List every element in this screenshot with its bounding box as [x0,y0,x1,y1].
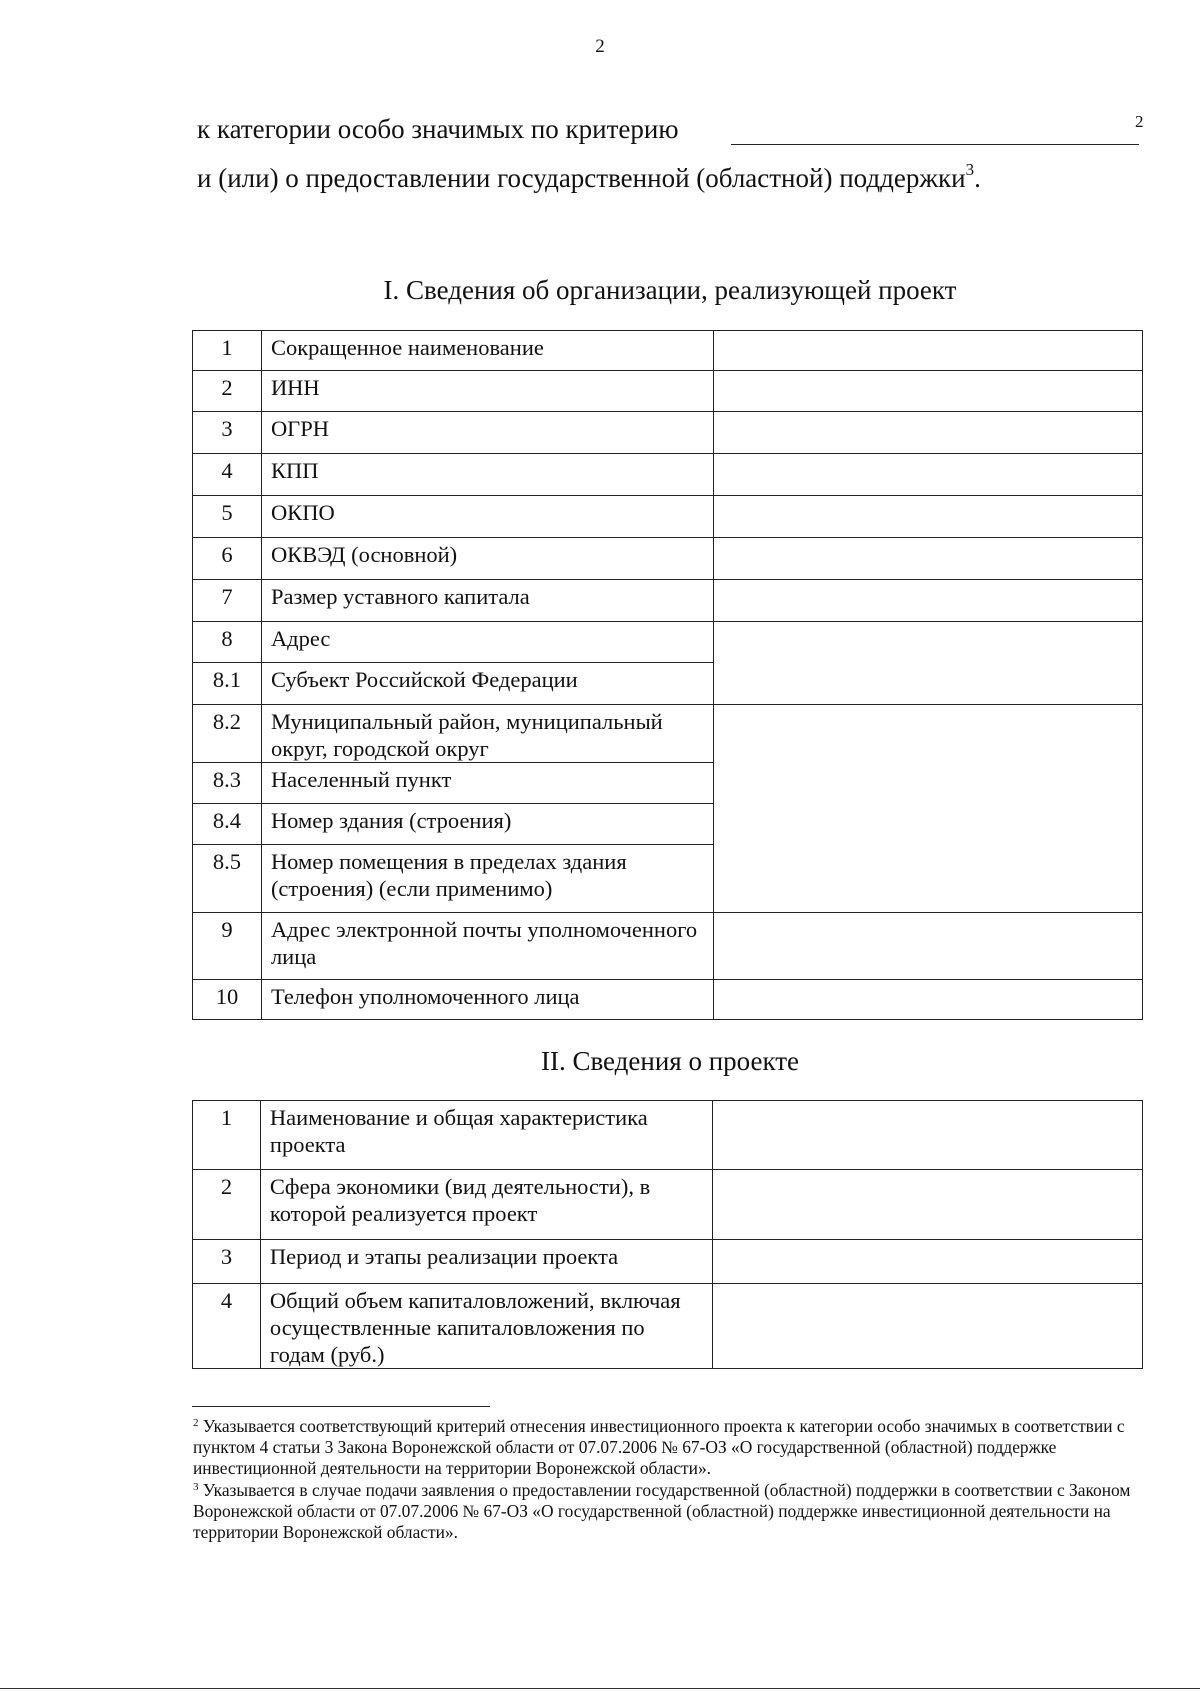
footnote-2-marker: 2 [193,1417,199,1429]
row-number: 8.4 [193,804,262,845]
intro-line-2 [197,160,981,194]
row-label: Сфера экономики (вид деятельности), в которой реализуется проект [260,1170,712,1240]
row-number: 5 [193,496,262,538]
footnote-3-marker: 3 [193,1480,199,1493]
row-label: Размер уставного капитала [261,580,713,622]
address-details-value-cell [713,705,1142,913]
intro-line-2-end: . [974,163,981,193]
table-row [193,580,1143,622]
page-number: 2 [595,36,605,57]
table-row [193,980,1143,1020]
table-row [193,1240,1143,1284]
table-row [193,913,1143,980]
row-label: ОКПО [261,496,713,538]
value-cell [712,1284,1142,1369]
row-number: 4 [193,1284,261,1369]
footnotes [193,1416,1143,1543]
intro-line-2-text: и (или) о предоставлении государственной (областной) поддержки [197,163,966,193]
footnote-3-text: Указывается в случае подачи заявления о предоставлении государственной (областной) поддержки в соответствии с Законом Воронежской области от 07.07.2006 № 67-ОЗ «О государственной (областной) поддержке инвестиционной деятельности на территории Воронежской области». [193,1479,1131,1543]
footnote-3 [193,1480,1143,1544]
value-cell [713,412,1142,454]
row-label: Период и этапы реализации проекта [260,1240,712,1284]
row-label: Наименование и общая характеристика проекта [260,1101,712,1170]
table-row [193,454,1143,496]
criterion-blank-field [731,144,1139,145]
value-cell [713,538,1142,580]
row-number: 4 [193,454,262,496]
page-bottom-edge [0,1688,1200,1689]
section-2-title: II. Сведения о проекте [540,1046,800,1076]
value-cell [712,1170,1142,1240]
row-label: Адрес [261,622,713,663]
row-label: Номер помещения в пределах здания (строения) (если применимо) [261,845,713,913]
row-number: 6 [193,538,262,580]
footnote-2 [193,1416,1143,1480]
value-cell [712,1101,1142,1170]
table-row [193,496,1143,538]
table-row [193,412,1143,454]
footnote-2-text: Указывается соответствующий критерий отнесения инвестиционного проекта к категории особо значимых в соответствии с пунктом 4 статьи 3 Закона Воронежской области от 07.07.2006 № 67-ОЗ «О государственной (областной) поддержке инвестиционной деятельности на территории Воронежской области». [193,1416,1125,1479]
row-label: Номер здания (строения) [261,804,713,845]
footnote-ref-2: 2 [1135,112,1144,131]
row-number: 2 [193,371,262,412]
organization-info-table [192,330,1143,1020]
row-number: 8.3 [193,763,262,804]
row-label: ОГРН [261,412,713,454]
table-row [193,371,1143,412]
value-cell [713,331,1142,371]
row-number: 9 [193,913,262,980]
value-cell [713,980,1142,1020]
row-number: 8.5 [193,845,262,913]
row-label: Телефон уполномоченного лица [261,980,713,1020]
value-cell [713,371,1142,412]
row-label: Населенный пункт [261,763,713,804]
row-number: 1 [193,331,262,371]
row-label: КПП [261,454,713,496]
row-number: 2 [193,1170,261,1240]
row-number: 7 [193,580,262,622]
row-number: 1 [193,1101,261,1170]
row-number: 8 [193,622,262,663]
table-row [193,331,1143,371]
project-info-table [192,1100,1143,1369]
row-label: ИНН [261,371,713,412]
intro-line-1: к категории особо значимых по критерию [197,114,679,144]
row-label: Адрес электронной почты уполномоченного лица [261,913,713,980]
row-label: Общий объем капиталовложений, включая осуществленные капиталовложения по годам (руб.) [260,1284,712,1369]
row-number: 8.1 [193,663,262,705]
value-cell [713,454,1142,496]
table-row [193,622,1143,663]
address-value-cell [713,622,1142,705]
value-cell [712,1240,1142,1284]
table-row [193,538,1143,580]
row-label: ОКВЭД (основной) [261,538,713,580]
row-number: 3 [193,1240,261,1284]
table-row [193,1170,1143,1240]
row-label: Муниципальный район, муниципальный округ, городской округ [261,705,713,763]
footnote-separator [192,1406,490,1407]
value-cell [713,496,1142,538]
table-row [193,1101,1143,1170]
table-row [193,705,1143,763]
row-label: Субъект Российской Федерации [261,663,713,705]
row-label: Сокращенное наименование [261,331,713,371]
value-cell [713,580,1142,622]
row-number: 10 [193,980,262,1020]
table-row [193,1284,1143,1369]
footnote-ref-3: 3 [965,160,975,179]
row-number: 8.2 [193,705,262,763]
row-number: 3 [193,412,262,454]
value-cell [713,913,1142,980]
section-1-title: I. Сведения об организации, реализующей проект [383,275,957,305]
